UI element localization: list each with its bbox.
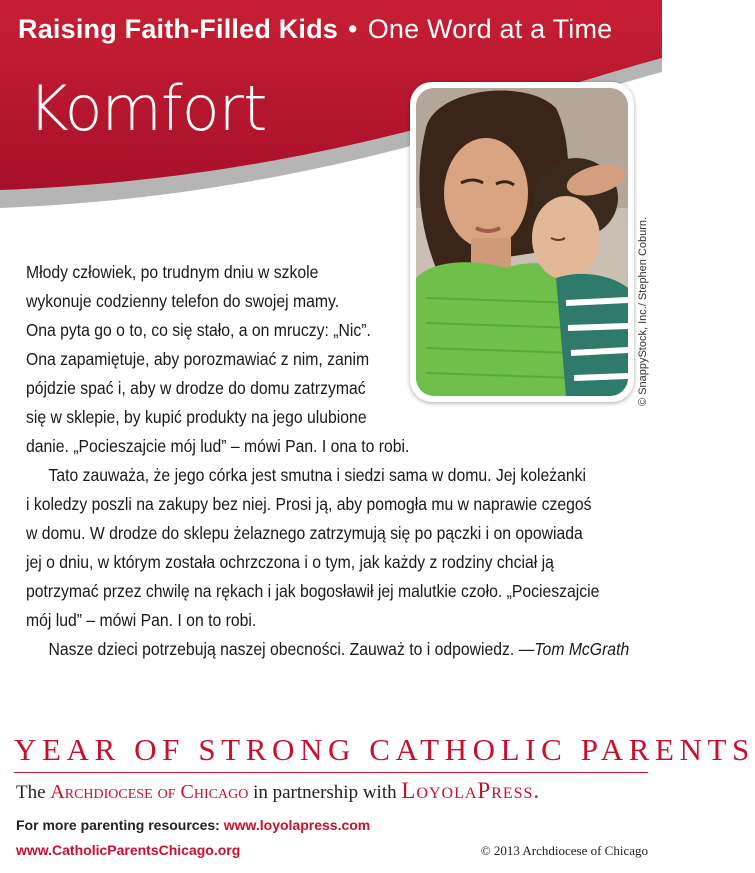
loyola-press-logo: LoyolaPress.: [401, 778, 541, 803]
text-line: Tato zauważa, że jego córka jest smutna i siedzi sama w domu. Jej koleżanki: [48, 465, 587, 485]
closing-text: Nasze dzieci potrzebują naszej obecności. Zauważ to i odpowiedz. —: [48, 639, 535, 659]
archdiocese-name: Archdiocese of Chicago: [50, 781, 249, 803]
text-line: i koledzy poszli na zakupy bez niej. Prosi ją, aby pomogła mu w naprawie czegoś: [26, 494, 592, 514]
author-name: Tom McGrath: [534, 639, 630, 659]
photo-credit: © SnappyStock, Inc./ Stephen Coburn.: [637, 216, 649, 406]
article-paragraph-2: [26, 461, 629, 664]
article-paragraph-1: [26, 258, 409, 461]
partner-the: The: [16, 782, 46, 803]
campaign-title: YEAR OF STRONG CATHOLIC PARENTS: [14, 732, 755, 767]
copyright: © 2013 Archdiocese of Chicago: [480, 843, 648, 858]
series-title-bold: Raising Faith-Filled Kids: [18, 14, 339, 44]
text-line: Ona zapamiętuje, aby porozmawiać z nim, zanim: [26, 349, 370, 369]
text-line: się w sklepie, by kupić produkty na jego ulubione: [26, 407, 367, 427]
resources-line: [16, 817, 370, 833]
partner-middle: in partnership with: [253, 782, 397, 803]
text-line: jej o dniu, w którym została ochrzczona i o tym, jak każdy z rodziny chciał ją: [26, 552, 554, 572]
photo-frame: [410, 82, 634, 402]
page-title: Komfort: [28, 72, 267, 145]
text-line: pójdzie spać i, aby w drodze do domu zatrzymać: [26, 378, 366, 398]
resources-label: For more parenting resources:: [16, 817, 220, 833]
catholic-parents-link[interactable]: www.CatholicParentsChicago.org: [16, 842, 241, 858]
series-title: [18, 14, 612, 45]
text-line: wykonuje codzienny telefon do swojej mamy.: [26, 291, 340, 311]
series-title-light: One Word at a Time: [367, 14, 613, 44]
partnership-line: [16, 778, 540, 804]
text-line: mój lud” – mówi Pan. I on to robi.: [26, 610, 257, 630]
series-separator: •: [348, 14, 358, 44]
text-line: w domu. W drodze do sklepu żelaznego zatrzymują się po pączki i on opowiada: [26, 523, 583, 543]
text-line: danie. „Pocieszajcie mój lud” – mówi Pan. I ona to robi.: [26, 436, 410, 456]
mother-son-photo: [416, 88, 628, 396]
footer-divider: [14, 772, 648, 773]
text-line: Młody człowiek, po trudnym dniu w szkole: [26, 262, 319, 282]
text-line: potrzymać przez chwilę na rękach i jak bogosławił jej malutkie czoło. „Pocieszajcie: [26, 581, 600, 601]
article-paragraph-3: [26, 635, 629, 664]
loyolapress-link[interactable]: www.loyolapress.com: [223, 817, 371, 833]
text-line: Ona pyta go o to, co się stało, a on mruczy: „Nic”.: [26, 320, 371, 340]
